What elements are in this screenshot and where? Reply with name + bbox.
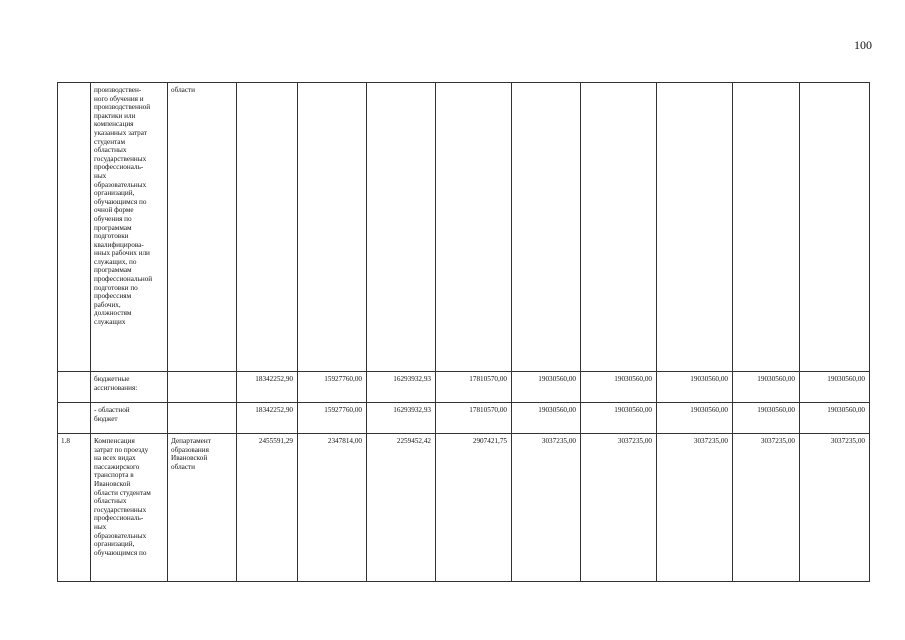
row-executor-cell [168,434,237,582]
value-cell: 16293932,93 [367,403,436,434]
value-cell: 3037235,00 [733,434,800,582]
value-cell [298,83,367,372]
value-cell: 3037235,00 [581,434,657,582]
value-cell: 19030560,00 [581,372,657,403]
value-cell: 3037235,00 [512,434,581,582]
value-cell: 2259452,42 [367,434,436,582]
value-cell: 18342252,90 [237,403,298,434]
value-cell: 19030560,00 [657,403,733,434]
row-index-cell: 1.8 [58,434,91,582]
row-name-text: - областной бюджет [94,406,130,423]
value-cell [733,83,800,372]
table-row [58,434,870,582]
row-index-cell [58,83,91,372]
row-executor-cell [168,83,237,372]
value-cell [581,83,657,372]
budget-table [57,82,870,582]
value-cell: 2455591,29 [237,434,298,582]
value-cell: 18342252,90 [237,372,298,403]
value-cell [237,83,298,372]
value-cell: 3037235,00 [800,434,870,582]
value-cell: 17810570,00 [436,372,512,403]
value-cell: 2347814,00 [298,434,367,582]
value-cell [800,83,870,372]
value-cell [657,83,733,372]
value-cell [512,83,581,372]
value-cell: 19030560,00 [657,372,733,403]
value-cell [436,83,512,372]
row-index-cell [58,403,91,434]
value-cell: 19030560,00 [581,403,657,434]
row-name-text: Компенсация затрат по проезду на всех видах пассажирского транспорта в Ивановской области студентам областных государственных профессиональ- ных образовательных организаций, обучающимся по [94,437,151,557]
value-cell: 15927760,00 [298,403,367,434]
row-name-cell [91,434,168,582]
row-executor-text: области [171,86,196,94]
value-cell: 19030560,00 [733,403,800,434]
row-executor-cell [168,403,237,434]
table-row [58,403,870,434]
table-row [58,83,870,372]
row-name-cell [91,372,168,403]
value-cell: 19030560,00 [800,372,870,403]
row-name-cell [91,403,168,434]
value-cell: 19030560,00 [733,372,800,403]
value-cell: 19030560,00 [800,403,870,434]
value-cell [367,83,436,372]
row-index-cell [58,372,91,403]
row-name-cell [91,83,168,372]
table-row [58,372,870,403]
value-cell: 17810570,00 [436,403,512,434]
value-cell: 3037235,00 [657,434,733,582]
row-name-text: производствен- ного обучения и производственной практики или компенсация указанных затрат студентам областных государственных профессиональ- ных образовательных организаций, обучающимся по очной форме обучения по программам подготовки квалифицирова- нных рабочих или служащих, по программам профессиональной подготовки по профессиям рабочих, должностям служащих [94,86,153,327]
value-cell: 15927760,00 [298,372,367,403]
value-cell: 2907421,75 [436,434,512,582]
page-number: 100 [854,38,872,52]
value-cell: 19030560,00 [512,403,581,434]
row-name-text: бюджетные ассигнования: [94,375,138,392]
row-executor-cell [168,372,237,403]
value-cell: 16293932,93 [367,372,436,403]
value-cell: 19030560,00 [512,372,581,403]
row-executor-text: Департамент образования Ивановской области [171,437,211,471]
